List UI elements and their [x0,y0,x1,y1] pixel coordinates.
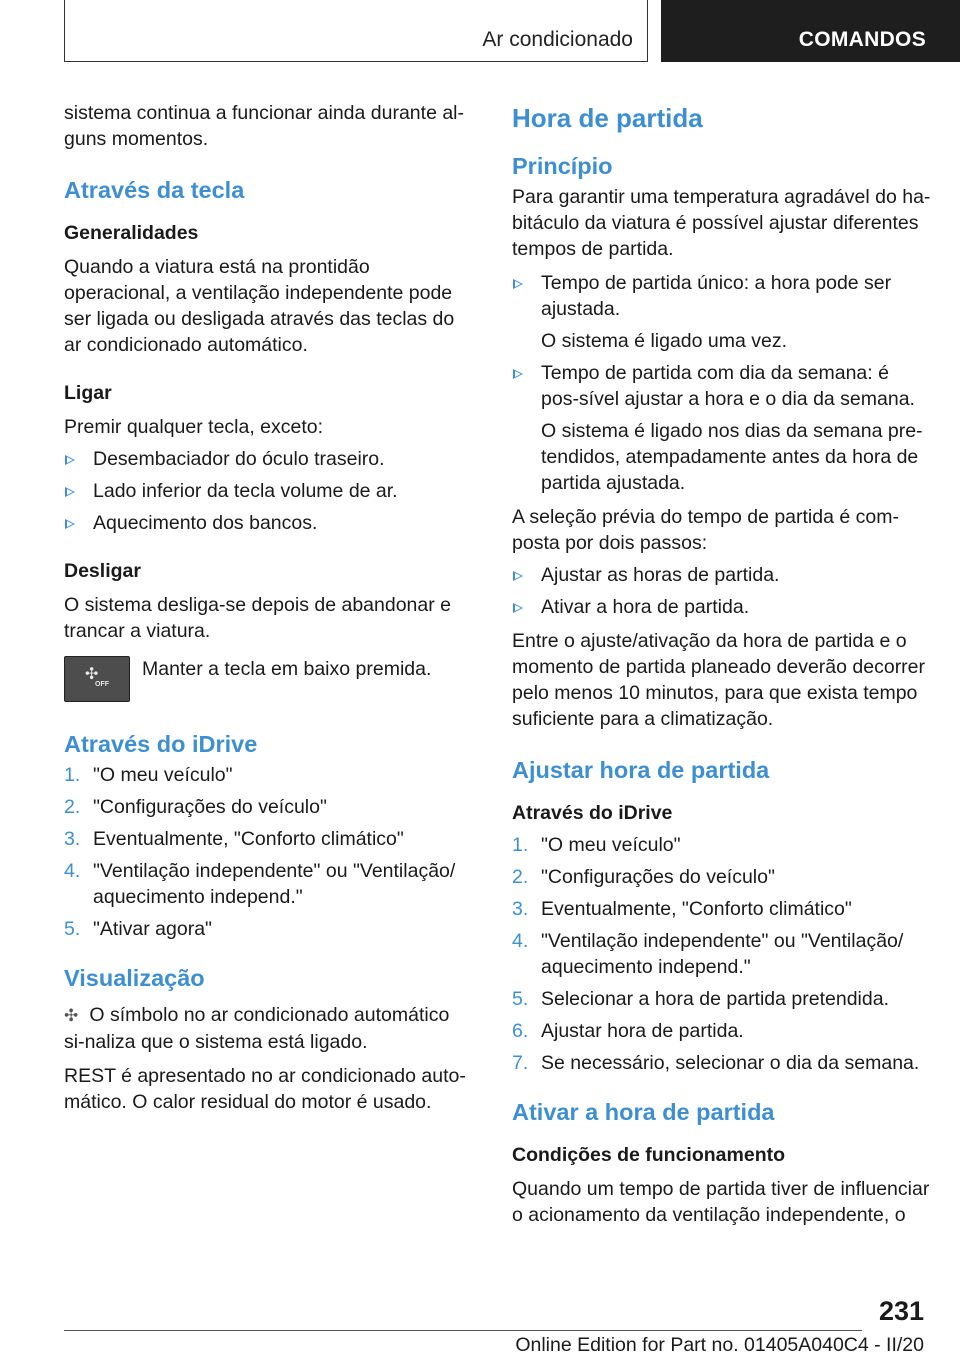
entre-text: Entre o ajuste/ativação da hora de partida e o momento de partida planeado deverão decorrer pelo menos 10 minutos, para que exista tempo suficiente para a climatização. [512,630,926,730]
tempo1-sub-text: O sistema é ligado uma vez. [541,330,788,352]
intro-text: sistema continua a funcionar ainda durante al-guns momentos. [64,102,464,150]
heading-generalidades: Generalidades [64,222,199,244]
list-item: Desembaciador do óculo traseiro. [64,446,474,472]
principio-text: Para garantir uma temperatura agradável do ha-bitáculo da viatura é possível ajustar diferentes tempos de partida. [512,186,931,260]
page-number: 231 [878,1296,924,1326]
step-item: 2. "Configurações do veículo" [512,866,775,888]
bullet-triangle-icon [513,571,523,581]
list-item: Ativar a hora de partida. [512,594,932,620]
header-section-title: Ar condicionado [482,28,633,51]
step-item: 1. "O meu veículo" [512,834,681,856]
list-item: Tempo de partida único: a hora pode ser ajustada. [512,270,932,322]
fan-icon: ✣ [64,1006,79,1025]
step-item: 3. Eventualmente, "Conforto climático" [64,828,404,850]
ligar-text: Premir qualquer tecla, exceto: [64,416,324,438]
tempo2-sub-text: O sistema é ligado nos dias da semana pre-tendidos, atempadamente antes da hora de partida ajustada. [541,420,923,494]
footer-edition: Online Edition for Part no. 01405A040C4 - II/20 [515,1334,924,1356]
list-item: Ajustar as horas de partida. [512,562,932,588]
generalidades-text: Quando a viatura está na prontidão operacional, a ventilação independente pode ser ligada ou desligada através das teclas do ar condicionado automático. [64,256,455,356]
step-item: 2. "Configurações do veículo" [64,796,327,818]
off-label: OFF [95,681,109,688]
header-chapter-tab [661,0,960,62]
list-item: Aquecimento dos bancos. [64,510,474,536]
selecao-text: A seleção prévia do tempo de partida é com-posta por dois passos: [512,506,899,554]
heading-principio: Princípio [512,153,613,179]
heading-ligar: Ligar [64,382,112,404]
tempo-list [512,270,932,322]
bullet-triangle-icon [513,603,523,613]
step-item: 3. Eventualmente, "Conforto climático" [512,898,852,920]
tempo-list-2 [512,360,932,412]
ajustar-steps [512,832,932,1076]
heading-desligar: Desligar [64,560,141,582]
step-item: 7. Se necessário, selecionar o dia da semana. [512,1052,920,1074]
fan-icon: ✣ [85,666,99,683]
bullet-triangle-icon [65,487,75,497]
bullet-triangle-icon [513,369,523,379]
step-item: 4. "Ventilação independente" ou "Ventilação/ aquecimento independ." [64,860,456,908]
bullet-triangle-icon [65,455,75,465]
fan-off-key-image [64,656,130,702]
heading-condicoes: Condições de funcionamento [512,1144,786,1166]
desligar-text: O sistema desliga-se depois de abandonar e trancar a viatura. [64,594,451,642]
step-item: 5. "Ativar agora" [64,918,212,940]
step-item: 4. "Ventilação independente" ou "Ventilação/ aquecimento independ." [512,930,904,978]
passos-list [512,562,932,620]
bullet-triangle-icon [513,279,523,289]
key-instruction-row [64,656,474,702]
heading-atraves-idrive: Através do iDrive [64,731,258,757]
list-item: Tempo de partida com dia da semana: é pos-sível ajustar a hora e o dia da semana. [512,360,932,412]
rest-text: REST é apresentado no ar condicionado auto-mático. O calor residual do motor é usado. [64,1065,466,1113]
right-column [512,100,932,1228]
heading-hora-partida: Hora de partida [512,103,703,133]
heading-ativar-hora: Ativar a hora de partida [512,1099,775,1125]
header-section-box [64,0,648,62]
heading-visualizacao: Visualização [64,965,205,991]
key-instruction-text: Manter a tecla em baixo premida. [142,658,432,680]
header-chapter-title: COMANDOS [798,28,926,51]
heading-ajustar-hora: Ajustar hora de partida [512,757,770,783]
step-item: 6. Ajustar hora de partida. [512,1020,744,1042]
step-item: 5. Selecionar a hora de partida pretendida. [512,988,889,1010]
bullet-triangle-icon [65,519,75,529]
condicoes-text: Quando um tempo de partida tiver de influenciar o acionamento da ventilação independente, o [512,1178,930,1226]
heading-atraves-tecla: Através da tecla [64,177,245,203]
ligar-list [64,446,474,536]
visualizacao-text: ✣ O símbolo no ar condicionado automático si-naliza que o sistema está ligado. [64,1004,450,1053]
footer-divider [64,1330,862,1331]
left-column [64,100,474,1115]
list-item: Lado inferior da tecla volume de ar. [64,478,474,504]
heading-atraves-idrive-2: Através do iDrive [512,802,673,824]
idrive-steps [64,762,474,942]
step-item: 1. "O meu veículo" [64,764,233,786]
